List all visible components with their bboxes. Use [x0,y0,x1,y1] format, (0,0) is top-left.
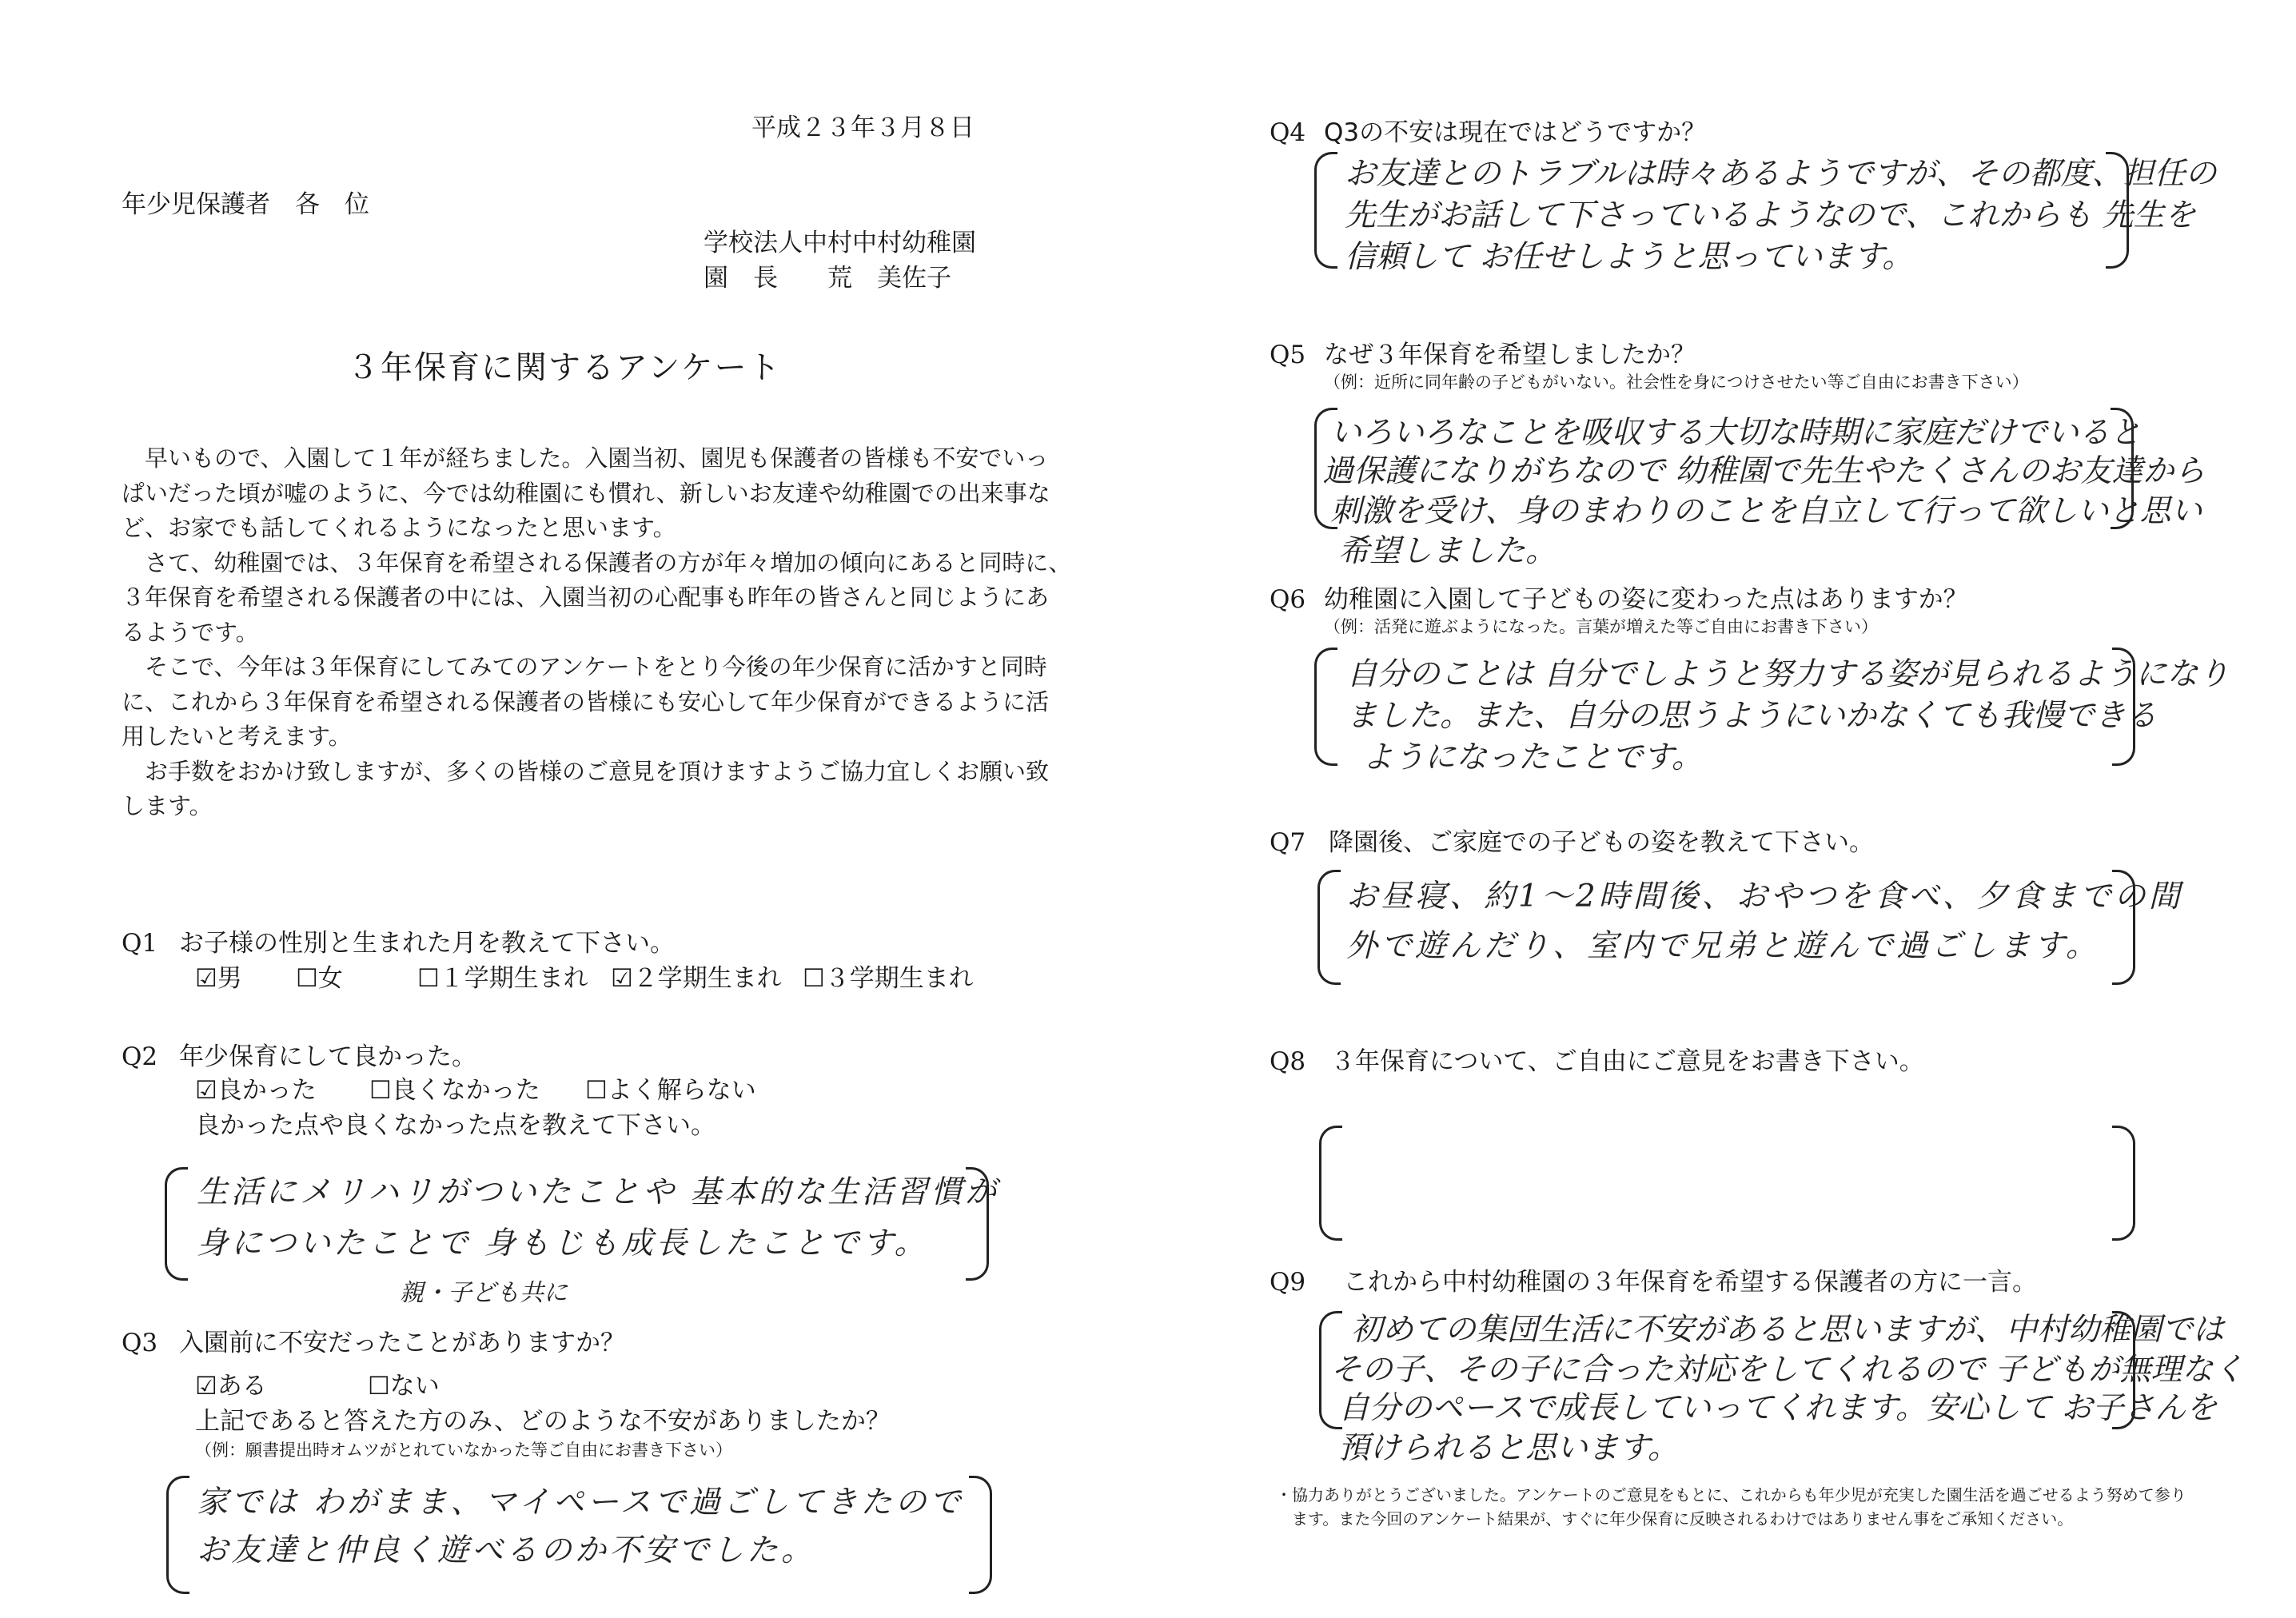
q4-number: Q4 [1270,118,1306,147]
intro-line: さて、幼稚園では、３年保育を希望される保護者の方が年々増加の傾向にあると同時に、 [122,548,1072,576]
q7-answer-line: お昼寝、約1〜2時間後、おやつを食べ、夕食までの間 [1346,879,2183,915]
q3-answer-line: お友達と仲良く遊べるのか不安でした。 [197,1532,816,1568]
q4-question: Q3の不安は現在ではどうですか？ [1324,118,1707,147]
intro-line: そこで、今年は３年保育にしてみてのアンケートをとり今後の年少保育に活かすと同時 [122,653,1047,680]
q9-answer-line: その子、その子に合った対応をしてくれるので 子どもが無理なく [1330,1352,2245,1388]
q4-answer-line: 先生がお話して下さっているようなので、これからも 先生を [1345,197,2196,233]
document-date: 平成２３年３月８日 [751,114,975,142]
footer-note-line: ます。また今回のアンケート結果が、すぐに年少保育に反映されるわけではありません事をご承知ください。 [1276,1509,2074,1528]
document-title: ３年保育に関するアンケート [347,349,782,386]
q1-option-term3[interactable]: ☐３学期生まれ [803,964,974,993]
intro-line: ３年保育を希望される保護者の中には、入園当初の心配事も昨年の皆さんと同じようにあ [122,584,1050,611]
q9-number: Q9 [1270,1268,1306,1297]
q3-subquestion: 上記であると答えた方のみ、どのような不安がありましたか？ [195,1407,891,1436]
footer-note-line: ・協力ありがとうございました。アンケートのご意見をもとに、これからも年少児が充実した園生活を過ごせるよう努めて参り [1276,1485,2186,1504]
q3-example: （例：願書提出時オムツがとれていなかった等ご自由にお書き下さい） [195,1441,732,1460]
q2-answer-bracket-left [165,1167,188,1281]
q3-question: 入園前に不安だったことがありますか？ [179,1329,625,1357]
q2-answer-insertion: 親・子ども共に [400,1279,568,1307]
q7-question: 降園後、ご家庭での子どもの姿を教えて下さい。 [1329,828,1874,857]
q4-answer-bracket-left [1314,152,1337,269]
q1-option-female[interactable]: ☐女 [296,964,343,993]
q9-question: これから中村幼稚園の３年保育を希望する保護者の方に一言。 [1343,1268,2037,1297]
q5-answer-line: いろいろなことを吸収する大切な時期に家庭だけでいると [1330,415,2142,451]
q3-answer-bracket-left [166,1476,189,1594]
q1-question: お子様の性別と生まれた月を教えて下さい。 [179,929,675,958]
q2-option-not-good[interactable]: ☐良くなかった [369,1076,540,1105]
q3-option-no[interactable]: ☐ない [368,1372,440,1401]
q6-answer-line: ました。また、自分の思うようにいかなくても我慢できる [1346,698,2158,734]
intro-line: 用したいと考えます。 [122,723,352,750]
intro-line: るようです。 [122,618,259,646]
q3-option-yes[interactable]: ☑ある [195,1372,267,1401]
q2-answer-line: 身についたことで 身もじも成長したことです。 [197,1225,929,1261]
q1-number: Q1 [122,929,158,958]
q5-answer-line: 過保護になりがちなので 幼稚園で先生やたくさんのお友達から [1322,453,2206,489]
intro-line: お手数をおかけ致しますが、多くの皆様のご意見を頂けますようご協力宜しくお願い致 [122,757,1050,785]
q1-option-term2[interactable]: ☑２学期生まれ [611,964,782,993]
q6-example: （例：活発に遊ぶようになった。言葉が増えた等ご自由にお書き下さい） [1324,617,1878,636]
q7-answer-line: 外で遊んだり、室内で兄弟と遊んで過ごします。 [1346,928,2100,964]
q9-answer-line: 預けられると思います。 [1338,1430,1679,1466]
q2-question: 年少保育にして良かった。 [179,1042,476,1071]
q4-answer-line: 信頼して お任せしようと思っています。 [1345,239,1914,275]
q5-answer-line: 希望しました。 [1338,533,1557,569]
sender-organization: 学校法人中村中村幼稚園 [704,229,976,257]
q4-answer-line: お友達とのトラブルは時々あるようですが、その都度、担任の [1345,156,2217,192]
q3-number: Q3 [122,1329,158,1357]
q2-number: Q2 [122,1042,158,1071]
q5-question: なぜ３年保育を希望しましたか？ [1324,341,1696,369]
intro-line: に、これから３年保育を希望される保護者の皆様にも安心して年少保育ができるように活 [122,687,1050,715]
intro-line: ど、お家でも話してくれるようになったと思います。 [122,514,676,541]
q2-subquestion: 良かった点や良くなかった点を教えて下さい。 [195,1111,716,1140]
q9-answer-line: 自分のペースで成長していってくれます。安心して お子さんを [1338,1390,2218,1426]
q5-number: Q5 [1270,341,1306,369]
q8-number: Q8 [1270,1047,1306,1076]
q6-answer-line: 自分のことは 自分でしようと努力する姿が見られるようになり [1346,656,2230,692]
q2-option-unsure[interactable]: ☐よく解らない [585,1076,756,1105]
q1-option-male[interactable]: ☑男 [195,964,242,993]
q3-answer-bracket-right [969,1476,992,1594]
q2-option-good[interactable]: ☑良かった [195,1076,317,1105]
intro-line: ぱいだった頃が嘘のように、今では幼稚園にも慣れ、新しいお友達や幼稚園での出来事な [122,479,1050,507]
intro-line: します。 [122,792,213,819]
q2-answer-line: 生活にメリハリがついたことや 基本的な生活習慣が [197,1174,1000,1210]
q9-answer-line: 初めての集団生活に不安があると思いますが、中村幼稚園では [1351,1312,2225,1348]
q6-answer-line: ようになったことです。 [1362,739,1703,775]
addressee: 年少児保護者 各 位 [122,190,369,219]
q1-option-term1[interactable]: ☐１学期生まれ [417,964,588,993]
intro-line: 早いもので、入園して１年が経ちました。入園当初、園児も保護者の皆様も不安でいっ [122,444,1049,472]
q5-example: （例：近所に同年齢の子どもがいない。社会性を身につけさせたい等ご自由にお書き下さい） [1324,373,2029,392]
q6-number: Q6 [1270,585,1306,614]
q8-answer-bracket-left[interactable] [1319,1126,1342,1241]
q8-answer-bracket-right[interactable] [2112,1126,2135,1241]
sender-principal: 園 長 荒 美佐子 [704,264,951,293]
q7-answer-bracket-left [1317,870,1341,985]
q7-number: Q7 [1270,828,1306,857]
q3-answer-line: 家では わがまま、マイペースで過ごしてきたので [197,1484,964,1520]
q6-answer-bracket-left [1314,648,1337,766]
q6-question: 幼稚園に入園して子どもの姿に変わった点はありますか？ [1324,585,1968,614]
q5-answer-line: 刺激を受け、身のまわりのことを自立して行って欲しいと思い [1330,493,2202,529]
q8-question: ３年保育について、ご自由にご意見をお書き下さい。 [1330,1047,1924,1076]
